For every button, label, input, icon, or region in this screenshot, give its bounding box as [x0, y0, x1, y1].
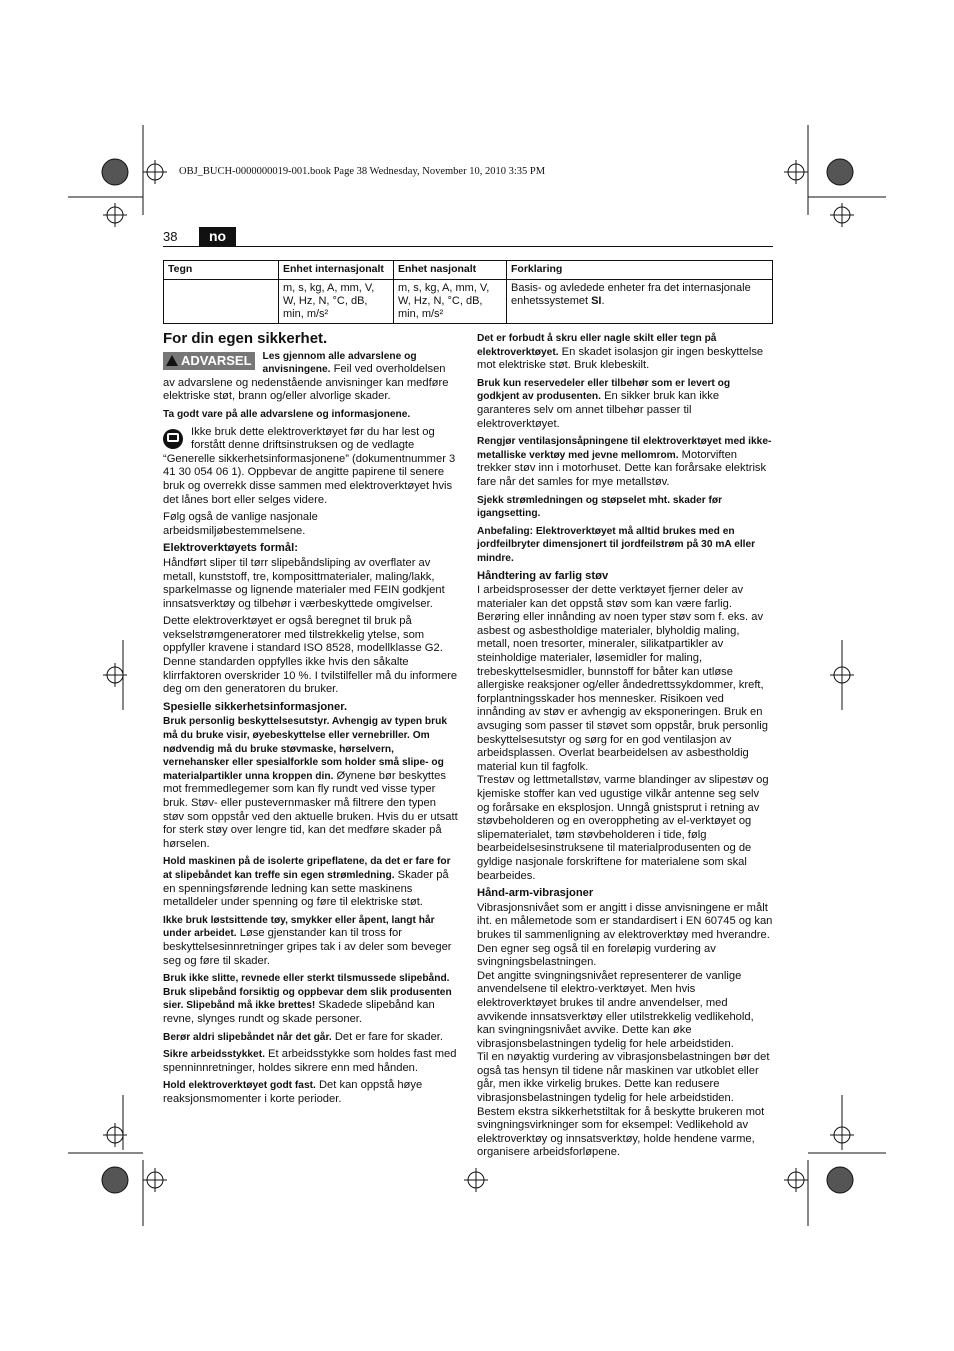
header-rule — [163, 246, 773, 247]
subheading: Hånd-arm-vibrasjoner — [477, 887, 594, 900]
bold-text: Ikke bruk løstsittende tøy, smykker eller åpent, langt hår under arbeidet. — [163, 914, 435, 940]
safety-paragraph — [477, 435, 773, 489]
file-info-header: OBJ_BUCH-0000000019-001.book Page 38 Wednesday, November 10, 2010 3:35 PM — [179, 166, 546, 177]
bold-text: Berør aldri slipebåndet når det går. — [163, 1031, 332, 1043]
subheading: Elektroverktøyets formål: — [163, 542, 298, 555]
table-cell — [507, 280, 773, 324]
safety-paragraph — [477, 377, 773, 431]
book-paragraph — [163, 426, 459, 508]
left-column — [163, 332, 459, 1110]
safety-paragraph — [163, 914, 459, 968]
right-column — [477, 332, 773, 1164]
body-text: En sikker bruk kan ikke garanteres selv om annet tilbehør passer til elektroverktøyet. — [477, 390, 720, 430]
bold-text: Bruk ikke slitte, revnede eller sterkt tilsmussede slipebånd. Bruk slipebånd forsiktig og oppbevar dem slik produsenten sier. Slipebånd må ikke brettes! — [163, 973, 452, 1012]
section-title: For din egen sikkerhet. — [163, 330, 328, 347]
safety-paragraph — [163, 1031, 459, 1045]
body-paragraph: Bestem ekstra sikkerhetstiltak for å beskytte brukeren mot svingningsvirkninger som for eksempel: Vedlikehold av elektroverktøy og innsatsverktøy, holde hendene varme, organisere arbeidsforløpene. — [477, 1105, 765, 1159]
keep-notice: Ta godt vare på alle advarslene og informasjonene. — [163, 408, 411, 420]
table-header: Tegn — [164, 261, 279, 280]
table-cell: m, s, kg, A, mm, V, W, Hz, N, °C, dB, min, m/s² — [279, 280, 394, 324]
body-paragraph: Til en nøyaktig vurdering av vibrasjonsbelastningen bør det også tas hensyn til tidene når maskinen var utkoblet eller går, men ikke virkelig brukes. Dette kan redusere vibrasjonsbelastningen tydelig for hele arbeidstiden. — [477, 1051, 770, 1105]
safety-paragraph — [477, 332, 773, 373]
cell-bold: SI — [591, 295, 602, 307]
table-cell: m, s, kg, A, mm, V, W, Hz, N, °C, dB, min, m/s² — [394, 280, 507, 324]
body-paragraph: Det angitte svingningsnivået representerer de vanlige anvendelsene til elektro-verktøyet. Men hvis elektroverktøyet brukes til andre anvendelser, med avvikende innsatsverktøy eller utilstrekkelig vedlikehold, kan svingningsnivået avvike. Dette kan øke vibrasjonsbelastningen tydelig for hele arbeidstiden. — [477, 969, 754, 1050]
body-text: Et arbeidsstykke som holdes fast med spenninnretninger, holdes sikrere enn med hånden. — [163, 1048, 457, 1074]
units-table — [163, 260, 773, 324]
body-paragraph: Håndført sliper til tørr slipebåndsliping av overflater av metall, kunststoff, tre, komposittmaterialer, maling/lakk, sparkelmasse og lignende materialer med FEIN godkjent innsatsverktøy og tilbehør i værbeskyttede omgivelser. — [163, 556, 445, 610]
warning-triangle-icon — [166, 355, 178, 366]
bold-text: Sikre arbeidsstykket. — [163, 1049, 265, 1061]
subheading: Spesielle sikkerhetsinformasjoner. — [163, 700, 348, 713]
body-text: Motorviften trekker støv inn i motorhuset. Dette kan forårsake elektrisk fare når det samles for mye metallstøv. — [477, 448, 767, 488]
body-paragraph: Trestøv og lettmetallstøv, varme blandinger av slipestøv og kjemiske stoffer kan ved ugustige vilkår antenne seg selv og forårsake en eksplosjon. Unngå gnistsprut i retning av støvbeholderen og en overoppheting av el-verktøyet og slipematerialet, tøm støvbeholderen i tide, følg bearbeidelsesinstruksene til materialprodusenten og de gyldige nasjonale forskriftene for materialene som skal bearbeides. — [477, 774, 769, 882]
bold-text: Bruk personlig beskyttelsesutstyr. Avhengig av typen bruk må du bruke visir, øyebeskyttelse eller vernebriller. Om nødvendig må du bruke støvmaske, hørselvern, vernehansker eller spesialforkle som holder små slipe- og materialpartikler unna kroppen din. — [163, 716, 448, 782]
body-paragraph: Følg også de vanlige nasjonale arbeidsmiljøbestemmelsene. — [163, 511, 318, 537]
body-text: En skadet isolasjon gir ingen beskyttelse mot elektriske støt. Bruk klebeskilt. — [477, 345, 764, 372]
crosshair-top-right — [784, 160, 808, 184]
read-manual-icon — [163, 429, 183, 449]
body-text: Øynene bør beskyttes mot fremmedlegemer som kan fly rundt ved visse typer bruk. Støv- eller pustevernmasker må filtrere den typen støv som oppstår ved den aktuelle bruken. Hvis du er utsatt for sterk støy over lengre tid, kan det medføre skader på hørselen. — [163, 769, 458, 850]
safety-paragraph — [163, 715, 459, 851]
safety-paragraph: Sjekk strømledningen og støpselet mht. skader før igangsetting. — [477, 494, 723, 520]
body-text: Skader på en spenningsførende ledning kan sette maskinens metalldeler under spenning og føre til elektriske støt. — [163, 868, 449, 909]
body-text: Løse gjenstander kan til tross for beskyttelsesinnretninger gripes tak i av deler som beveger seg og føre til skader. — [163, 927, 452, 967]
table-row — [164, 280, 773, 324]
bold-text: Bruk kun reservedeler eller tilbehør som er levert og godkjent av produsenten. — [477, 377, 731, 403]
language-tab: no — [199, 227, 236, 246]
body-text: Ikke bruk dette elektroverktøyet før du har lest og forstått denne driftsinstruksen og de vedlagte “Generelle sikkerhetsinformasjonene” (dokumentnummer 3 41 30 054 06 1). Oppbevar de angitte papirene til senere bruk og overrekk disse sammen med elektroverktøyet hvis det lånes bort eller selges videre. — [163, 425, 456, 506]
body-paragraph: I arbeidsprosesser der dette verktøyet fjerner deler av materialer kan det oppstå støv som kan være farlig. Berøring eller innånding av noen typer støv som f. eks. av asbest og asbestholdige materialer, blyholdig maling, metall, noen tresorter, mineraler, silikatpartikler av steinholdige materialer, løsemidler for maling, trebeskyttelsesmidler, bunnstoff for båter kan utløse allergiske reaksjoner og/eller åndedrettssykdommer, kreft, forplantningsskader hos mennesker. Risikoen ved innånding av støv er avhengig av eksponeringen. Bruk en avsuging som passer til støvet som oppstår, bruk personlig beskyttelsesutstyr og sørg for en god ventilasjon av arbeidsplassen. Overlat bearbeidelsen av asbestholdig material kun til fagfolk. — [477, 584, 769, 773]
bold-text: Les gjennom alle advarslene og anvisningene. — [262, 350, 417, 376]
warning-paragraph — [163, 350, 459, 404]
table-header-row — [164, 261, 773, 280]
table-cell — [164, 280, 279, 324]
table-header: Enhet nasjonalt — [394, 261, 507, 280]
bold-text: Rengjør ventilasjonsåpningene til elektroverktøyet med ikke-metalliske verktøy med jevne mellomrom. — [477, 436, 772, 461]
safety-paragraph — [163, 972, 459, 1026]
subheading: Håndtering av farlig støv — [477, 569, 609, 582]
table-header: Enhet internasjonalt — [279, 261, 394, 280]
warning-label: ADVARSEL — [181, 352, 252, 368]
cell-text: Basis- og avledede enheter fra det internasjonale enhetssystemet — [511, 282, 751, 307]
safety-paragraph: Anbefaling: Elektroverktøyet må alltid brukes med en jordfeilbryter dimensjonert til jordfeilstrøm på 30 mA eller mindre. — [477, 525, 756, 564]
crosshair-top-left — [143, 160, 167, 184]
bold-text: Det er forbudt å skru eller nagle skilt eller tegn på elektroverktøyet. — [477, 333, 717, 358]
safety-paragraph — [163, 1048, 459, 1075]
body-paragraph: Vibrasjonsnivået som er angitt i disse anvisningene er målt iht. en målemetode som er standardisert i EN 60745 og kan brukes til sammenligning av elektroverktøy med hverandre. Den egner seg også til en foreløpig vurdering av svingningsbelastningen. — [477, 901, 773, 969]
safety-paragraph — [163, 1079, 459, 1106]
bold-text: Hold maskinen på de isolerte gripeflatene, da det er fare for at slipebåndet kan treffe sin egen strømledning. — [163, 856, 451, 881]
body-paragraph: Dette elektroverktøyet er også beregnet til bruk på vekselstrømgeneratorer med tilstrekkelig ytelse, som oppfyller kravene i standard ISO 8528, modellklasse G2. Denne standarden oppfylles ikke hvis den såkalte klirrfaktoren overskrider 10 %. I tvilstilfeller må du informere deg om den generatoren du bruker. — [163, 615, 458, 696]
bold-text: Hold elektroverktøyet godt fast. — [163, 1080, 316, 1092]
safety-paragraph — [163, 855, 459, 909]
page-number: 38 — [163, 229, 178, 244]
warning-badge — [163, 352, 255, 370]
body-text: Det er fare for skader. — [331, 1030, 444, 1043]
body-text: Skadede slipebånd kan revne, slynges rundt og skade personer. — [163, 999, 435, 1025]
table-header: Forklaring — [507, 261, 773, 280]
body-text: Feil ved overholdelsen av advarslene og nedenstående anvisninger kan medføre elektriske støt, brann og/eller alvorlige skader. — [163, 363, 449, 403]
body-text: Det kan oppstå høye reaksjonsmomenter i korte perioder. — [163, 1079, 423, 1105]
cell-text: . — [601, 295, 605, 307]
